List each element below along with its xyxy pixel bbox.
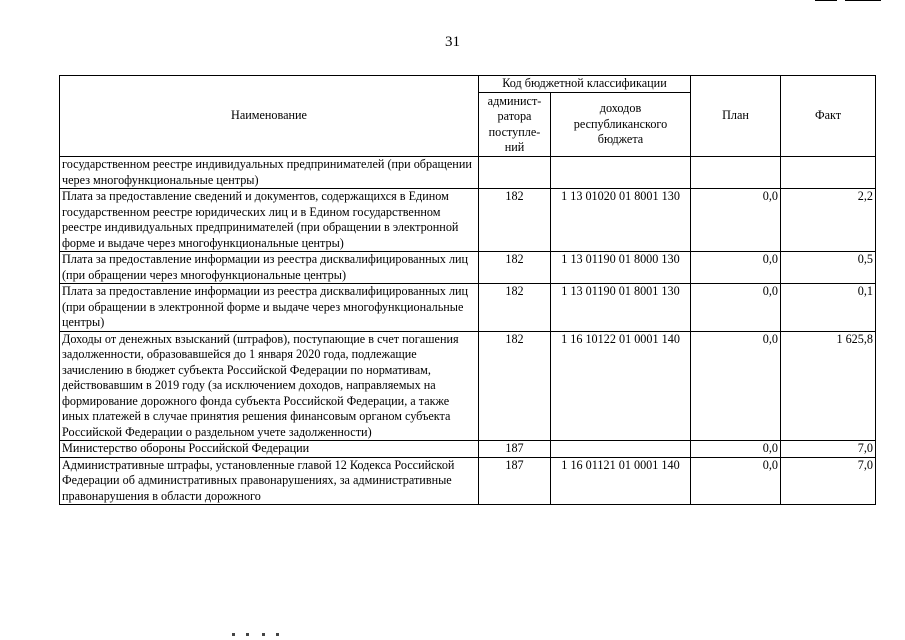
row-name: Административные штрафы, установленные главой 12 Кодекса Российской Федерации об административных правонарушениях, за административные правонарушения в области дорожного [60,457,479,505]
table-row [60,284,876,332]
row-name: Плата за предоставление информации из реестра дисквалифицированных лиц (при обращении в электронной форме и выдаче через многофункциональные центры) [60,284,479,332]
top-edge-mark [815,0,885,2]
row-admin: 187 [479,457,551,505]
row-plan: 0,0 [691,189,781,252]
header-income: доходов республиканского бюджета [551,93,691,157]
row-code: 1 16 01121 01 0001 140 [551,457,691,505]
table-row [60,331,876,441]
row-plan: 0,0 [691,331,781,441]
row-name: государственном реестре индивидуальных предпринимателей (при обращении через многофункциональные центры) [60,157,479,189]
row-fact [781,157,876,189]
row-name: Министерство обороны Российской Федерации [60,441,479,458]
row-name: Плата за предоставление сведений и документов, содержащихся в Едином государственном реестре юридических лиц и в Едином государственном реестре индивидуальных предпринимателей (при обращении в электронной форме и выдаче через многофункциональные центры) [60,189,479,252]
header-code-group: Код бюджетной классификации [479,76,691,93]
row-code: 1 13 01190 01 8001 130 [551,284,691,332]
row-name: Плата за предоставление информации из реестра дисквалифицированных лиц (при обращении через многофункциональные центры) [60,252,479,284]
row-plan: 0,0 [691,284,781,332]
header-name: Наименование [60,76,479,157]
table-row [60,189,876,252]
table-row [60,441,876,458]
row-code [551,441,691,458]
row-admin: 182 [479,252,551,284]
header-admin: админист- ратора поступле- ний [479,93,551,157]
row-plan [691,157,781,189]
row-fact: 7,0 [781,457,876,505]
header-fact: Факт [781,76,876,157]
row-fact: 1 625,8 [781,331,876,441]
row-plan: 0,0 [691,252,781,284]
table-row [60,457,876,505]
row-name: Доходы от денежных взысканий (штрафов), поступающие в счет погашения задолженности, образовавшейся до 1 января 2020 года, подлежащие зачислению в бюджет субъекта Российской Федерации по нормативам, действовавшим в 2019 году (за исключением доходов, направляемых на формирование дорожного фонда субъекта Российской Федерации, а также иных платежей в случае принятия решения финансовым органом субъекта Российской Федерации о раздельном учете задолженности) [60,331,479,441]
row-plan: 0,0 [691,441,781,458]
row-fact: 2,2 [781,189,876,252]
row-fact: 7,0 [781,441,876,458]
row-admin [479,157,551,189]
row-admin: 182 [479,284,551,332]
row-fact: 0,1 [781,284,876,332]
table-header [60,76,876,157]
row-code: 1 16 10122 01 0001 140 [551,331,691,441]
budget-table [59,75,876,505]
row-admin: 187 [479,441,551,458]
table-body [60,157,876,505]
row-code [551,157,691,189]
row-plan: 0,0 [691,457,781,505]
row-code: 1 13 01190 01 8000 130 [551,252,691,284]
row-fact: 0,5 [781,252,876,284]
row-code: 1 13 01020 01 8001 130 [551,189,691,252]
table-row [60,252,876,284]
table-row [60,157,876,189]
row-admin: 182 [479,189,551,252]
scan-artifact-marks [232,633,292,637]
row-admin: 182 [479,331,551,441]
header-plan: План [691,76,781,157]
page-number: 31 [445,34,460,50]
